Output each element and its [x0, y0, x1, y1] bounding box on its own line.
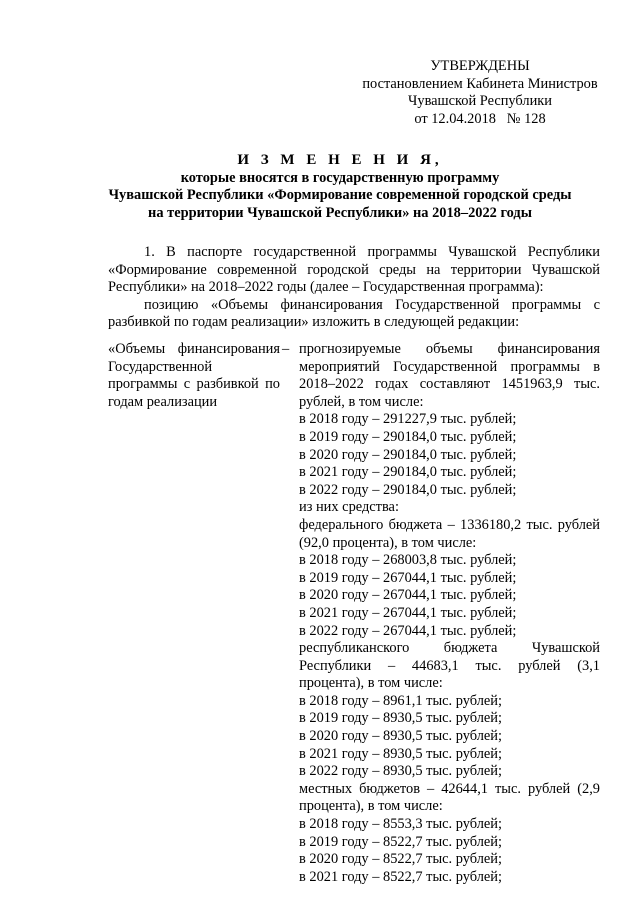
approval-block: [360, 58, 600, 128]
funding-line: в 2020 году – 267044,1 тыс. рублей;: [299, 587, 517, 604]
table-dash: –: [282, 341, 290, 357]
heading-line-3: на территории Чувашской Республики» на 2018–2022 годы: [148, 204, 532, 221]
funding-line: в 2022 году – 290184,0 тыс. рублей;: [299, 481, 517, 498]
heading-title: И З М Е Н Е Н И Я,: [237, 152, 443, 168]
funding-line: в 2021 году – 8930,5 тыс. рублей;: [299, 745, 502, 762]
approval-line-2: Чувашской Республики: [408, 93, 552, 110]
funding-line: в 2019 году – 267044,1 тыс. рублей;: [299, 569, 517, 586]
heading-line-1: которые вносятся в государственную программу: [180, 169, 500, 186]
document-heading: [80, 152, 600, 222]
table-right-cell: [299, 341, 600, 886]
heading-line-2: Чувашской Республики «Формирование современной городской среды: [108, 187, 572, 204]
table-left-cell: «Объемы финансирования Государственной программы с разбивкой по годам реализации: [108, 341, 280, 410]
approval-line-1: постановлением Кабинета Министров: [362, 75, 598, 92]
body-text: [108, 244, 600, 332]
funding-line: в 2020 году – 8522,7 тыс. рублей;: [299, 851, 502, 868]
funding-line: республиканского бюджета Чувашской Республики – 44683,1 тыс. рублей (3,1 процента), в том числе:: [299, 640, 600, 692]
funding-line: в 2022 году – 267044,1 тыс. рублей;: [299, 622, 517, 639]
funding-line: из них средства:: [299, 499, 399, 516]
paragraph-2: позицию «Объемы финансирования Государственной программы с разбивкой по годам реализации» изложить в следующей редакции:: [108, 296, 600, 331]
funding-line: в 2021 году – 8522,7 тыс. рублей;: [299, 868, 502, 885]
paragraph-1: 1. В паспорте государственной программы Чувашской Республики «Формирование современной городской среды на территории Чувашской Республики» на 2018–2022 годы (далее – Государственная программа):: [108, 244, 600, 296]
funding-line: федерального бюджета – 1336180,2 тыс. рублей (92,0 процента), в том числе:: [299, 516, 600, 551]
funding-line: местных бюджетов – 42644,1 тыс. рублей (2,9 процента), в том числе:: [299, 780, 600, 815]
funding-line: в 2019 году – 8930,5 тыс. рублей;: [299, 710, 502, 727]
funding-line: в 2019 году – 290184,0 тыс. рублей;: [299, 428, 517, 445]
funding-line: в 2018 году – 8553,3 тыс. рублей;: [299, 816, 502, 833]
funding-line: прогнозируемые объемы финансирования мероприятий Государственной программы в 2018–2022 годах составляют 1451963,9 тыс. рублей, в том числе:: [299, 341, 600, 410]
funding-line: в 2018 году – 8961,1 тыс. рублей;: [299, 692, 502, 709]
funding-line: в 2021 году – 290184,0 тыс. рублей;: [299, 464, 517, 481]
funding-line: в 2020 году – 8930,5 тыс. рублей;: [299, 728, 502, 745]
funding-line: в 2018 году – 268003,8 тыс. рублей;: [299, 552, 517, 569]
funding-line: в 2020 году – 290184,0 тыс. рублей;: [299, 446, 517, 463]
funding-line: в 2019 году – 8522,7 тыс. рублей;: [299, 833, 502, 850]
funding-line: в 2021 году – 267044,1 тыс. рублей;: [299, 604, 517, 621]
funding-line: в 2022 году – 8930,5 тыс. рублей;: [299, 763, 502, 780]
approval-title: УТВЕРЖДЕНЫ: [430, 58, 530, 74]
approval-date: от 12.04.2018 № 128: [414, 110, 546, 127]
funding-line: в 2018 году – 291227,9 тыс. рублей;: [299, 411, 517, 428]
